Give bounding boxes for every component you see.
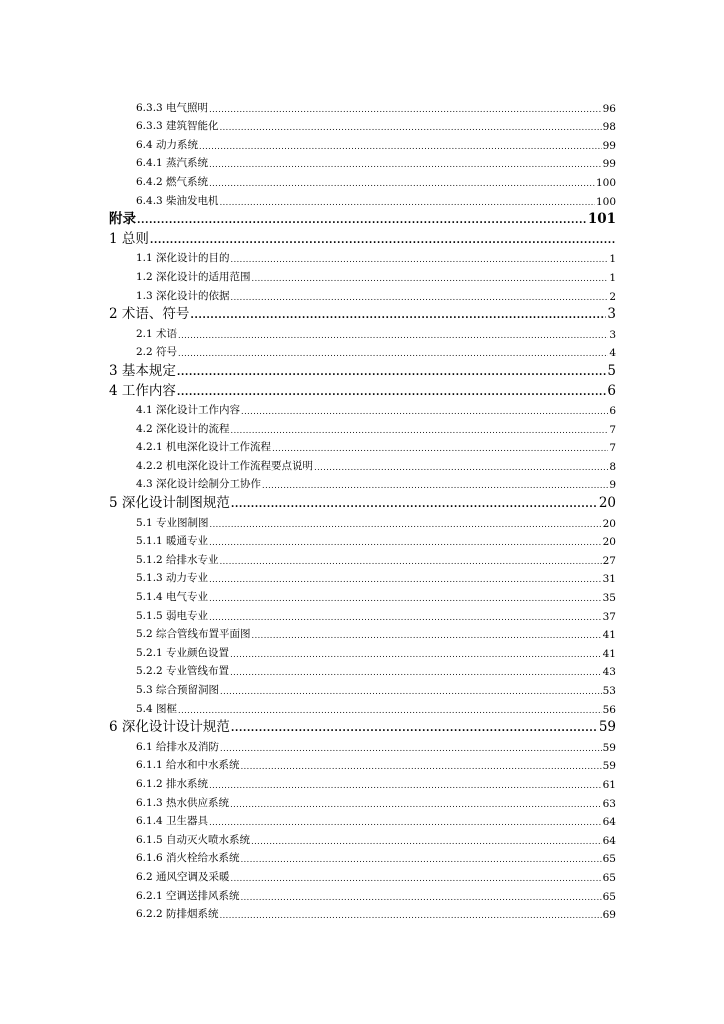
toc-section-entry[interactable] [0,152,724,171]
toc-page-number: 37 [602,610,616,623]
toc-dot-leader [220,745,602,753]
toc-section-entry[interactable] [0,473,724,492]
toc-page-number: 65 [602,853,616,866]
toc-entry-title: 2.1 术语 [136,327,178,340]
toc-page-number: 1 [609,253,616,266]
toc-entry-title: 4.2 深化设计的流程 [136,422,230,435]
toc-dot-leader [231,724,598,734]
toc-page-number: 59 [602,760,616,773]
toc-section-entry[interactable] [0,322,724,341]
toc-dot-leader [220,199,595,207]
toc-entry-title: 5.2 综合管线布置平面图 [136,628,251,641]
toc-section-entry[interactable] [0,828,724,847]
toc-page-number: 59 [602,741,616,754]
toc-dot-leader [230,651,602,659]
toc-dot-leader [314,464,608,472]
toc-section-entry[interactable] [0,454,724,473]
toc-section-entry[interactable] [0,436,724,455]
toc-page-number: 6 [609,405,616,418]
toc-entry-title: 5.1.1 暖通专业 [136,535,209,548]
toc-page-number: 20 [602,536,616,549]
toc-dot-leader [220,912,602,920]
toc-section-entry[interactable] [0,511,724,530]
toc-dot-leader [178,350,608,358]
toc-dot-leader [252,632,602,640]
toc-page-number: 9 [609,479,616,492]
toc-dot-leader [252,275,609,283]
toc-section-entry[interactable] [0,754,724,773]
toc-page-number: 98 [602,121,616,134]
toc-section-entry[interactable] [0,791,724,810]
toc-entry-title: 5.4 图框 [136,702,178,715]
toc-entry-title: 6.1 给排水及消防 [136,740,220,753]
toc-entry-title: 1.2 深化设计的适用范围 [136,270,251,283]
toc-entry-title: 5.2.1 专业颜色设置 [136,646,230,659]
toc-dot-leader [241,894,602,902]
toc-entry-title: 附录 [109,211,136,228]
toc-section-entry[interactable] [0,865,724,884]
toc-entry-title: 5.1 专业图制图 [136,516,209,529]
toc-entry-title: 6.1.3 热水供应系统 [136,796,230,809]
toc-section-entry[interactable] [0,735,724,754]
toc-section-entry[interactable] [0,810,724,829]
toc-entry-title: 6.2.2 防排烟系统 [136,908,219,921]
toc-page-number: 41 [602,629,616,642]
toc-section-entry[interactable] [0,697,724,716]
toc-page-number: 3 [609,328,616,341]
toc-dot-leader [230,801,602,809]
toc-page-number: 41 [602,647,616,660]
toc-section-entry[interactable] [0,530,724,549]
toc-dot-leader [231,427,609,435]
toc-section-entry[interactable] [0,170,724,189]
toc-section-entry[interactable] [0,660,724,679]
toc-dot-leader [241,763,602,771]
toc-entry-title: 6.3.3 电气照明 [136,101,209,114]
toc-dot-leader [209,539,602,547]
toc-page-number: 35 [602,592,616,605]
toc-entry-title: 1.1 深化设计的目的 [136,252,230,265]
toc-page-number: 1 [609,271,616,284]
toc-section-entry[interactable] [0,247,724,266]
table-of-contents [0,96,724,921]
toc-page-number: 53 [602,685,616,697]
toc-entry-title: 6.1.6 消火栓给水系统 [136,852,240,865]
toc-chapter-entry[interactable] [0,303,724,323]
toc-dot-leader [231,256,609,264]
toc-entry-title: 3 基本规定 [109,362,176,379]
toc-section-entry[interactable] [0,567,724,586]
toc-section-entry[interactable] [0,133,724,152]
toc-page-number: 100 [595,195,616,208]
toc-dot-leader [209,614,602,622]
toc-dot-leader [177,388,607,398]
toc-chapter-entry[interactable] [0,227,724,247]
toc-section-entry[interactable] [0,641,724,660]
toc-page-number: 27 [602,554,616,567]
toc-entry-title: 6 深化设计设计规范 [109,719,230,736]
toc-dot-leader [241,856,602,864]
toc-section-entry[interactable] [0,623,724,642]
toc-page-number: 69 [602,909,616,922]
toc-page-number: 63 [602,797,616,810]
toc-section-entry[interactable] [0,417,724,436]
toc-dot-leader [209,106,602,114]
toc-entry-title: 2.2 符号 [136,346,178,359]
toc-page-number: 65 [602,871,616,884]
toc-section-entry[interactable] [0,284,724,303]
toc-page-number: 59 [598,719,616,736]
toc-page-number: 101 [587,211,616,228]
toc-entry-title: 4.2.2 机电深化设计工作流程要点说明 [136,459,314,472]
toc-entry-title: 6.1.1 给水和中水系统 [136,759,240,772]
toc-dot-leader [231,294,609,302]
toc-entry-title: 6.3.3 建筑智能化 [136,120,219,133]
toc-entry-title: 6.1.2 排水系统 [136,777,209,790]
toc-entry-title: 5.1.5 弱电专业 [136,609,209,622]
toc-section-entry[interactable] [0,772,724,791]
toc-page-number: 2 [609,290,616,303]
toc-page-number: 5 [607,362,616,379]
toc-dot-leader [137,216,587,226]
toc-entry-title: 1 总则 [109,230,149,247]
toc-section-entry[interactable] [0,548,724,567]
toc-dot-leader [272,445,608,453]
toc-section-entry[interactable] [0,678,724,697]
toc-entry-title: 5.3 综合预留洞图 [136,684,220,696]
toc-page-number: 20 [598,495,616,512]
toc-page-number: 6 [607,382,616,399]
toc-dot-leader [209,161,602,169]
toc-dot-leader [178,707,602,715]
toc-dot-leader [209,180,595,188]
toc-entry-title: 5 深化设计制图规范 [109,495,230,512]
toc-page-number: 20 [602,517,616,530]
toc-entry-title: 6.2.1 空调送排风系统 [136,889,240,902]
toc-entry-title: 5.1.3 动力专业 [136,572,209,585]
toc-chapter-entry[interactable] [0,359,724,379]
toc-dot-leader [241,408,608,416]
toc-chapter-entry[interactable] [0,208,724,228]
toc-entry-title: 4.1 深化设计工作内容 [136,404,241,417]
toc-entry-title: 6.4 动力系统 [136,138,199,151]
toc-page-number: 8 [609,460,616,473]
toc-dot-leader [190,311,606,321]
toc-entry-title: 4 工作内容 [109,382,176,399]
toc-dot-leader [220,558,602,566]
toc-entry-title: 6.1.4 卫生器具 [136,815,209,828]
toc-section-entry[interactable] [0,847,724,866]
toc-dot-leader [199,143,602,151]
toc-entry-title: 1.3 深化设计的依据 [136,289,230,302]
toc-page-number: 99 [602,158,616,171]
toc-entry-title: 6.1.5 自动灭火喷水系统 [136,833,251,846]
toc-page-number: 7 [609,442,616,455]
toc-entry-title: 6.2 通风空调及采暖 [136,870,230,883]
toc-dot-leader [150,236,615,246]
toc-page-number: 43 [602,666,616,679]
toc-chapter-entry[interactable] [0,379,724,399]
toc-dot-leader [220,688,602,696]
toc-section-entry[interactable] [0,96,724,115]
toc-entry-title: 5.1.4 电气专业 [136,591,209,604]
toc-section-entry[interactable] [0,604,724,623]
toc-dot-leader [231,875,602,883]
toc-page-number: 65 [602,890,616,903]
toc-section-entry[interactable] [0,399,724,418]
toc-dot-leader [231,500,598,510]
toc-entry-title: 6.4.2 燃气系统 [136,175,209,188]
toc-section-entry[interactable] [0,265,724,284]
toc-page-number: 99 [602,139,616,152]
toc-page-number: 64 [602,834,616,847]
toc-dot-leader [209,595,602,603]
toc-entry-title: 2 术语、符号 [109,306,190,323]
toc-section-entry[interactable] [0,189,724,208]
toc-page-number: 61 [602,778,616,791]
toc-chapter-entry[interactable] [0,491,724,511]
toc-dot-leader [220,124,602,132]
toc-page-number: 31 [602,573,616,586]
toc-dot-leader [177,368,607,378]
toc-page-number: 3 [607,306,616,323]
toc-entry-title: 4.3 深化设计绘制分工协作 [136,478,262,491]
toc-entry-title: 5.2.2 专业管线布置 [136,665,230,678]
toc-section-entry[interactable] [0,585,724,604]
toc-page-number: 56 [602,703,616,716]
toc-dot-leader [209,782,602,790]
toc-section-entry[interactable] [0,341,724,360]
toc-dot-leader [251,838,602,846]
toc-dot-leader [210,521,602,529]
toc-section-entry[interactable] [0,884,724,903]
toc-entry-title: 6.4.3 柴油发电机 [136,194,219,207]
toc-section-entry[interactable] [0,115,724,134]
toc-dot-leader [230,669,602,677]
toc-entry-title: 5.1.2 给排水专业 [136,553,219,566]
toc-dot-leader [178,332,608,340]
toc-chapter-entry[interactable] [0,716,724,736]
toc-page-number: 100 [595,176,616,189]
toc-page-number: 96 [602,102,616,115]
toc-page-number: 4 [609,347,616,360]
toc-dot-leader [262,482,608,490]
toc-entry-title: 6.4.1 蒸汽系统 [136,157,209,170]
toc-dot-leader [209,819,602,827]
toc-entry-title: 4.2.1 机电深化设计工作流程 [136,441,272,454]
toc-page-number: 64 [602,816,616,829]
toc-section-entry[interactable] [0,903,724,922]
toc-dot-leader [209,576,602,584]
toc-page-number: 7 [609,423,616,436]
